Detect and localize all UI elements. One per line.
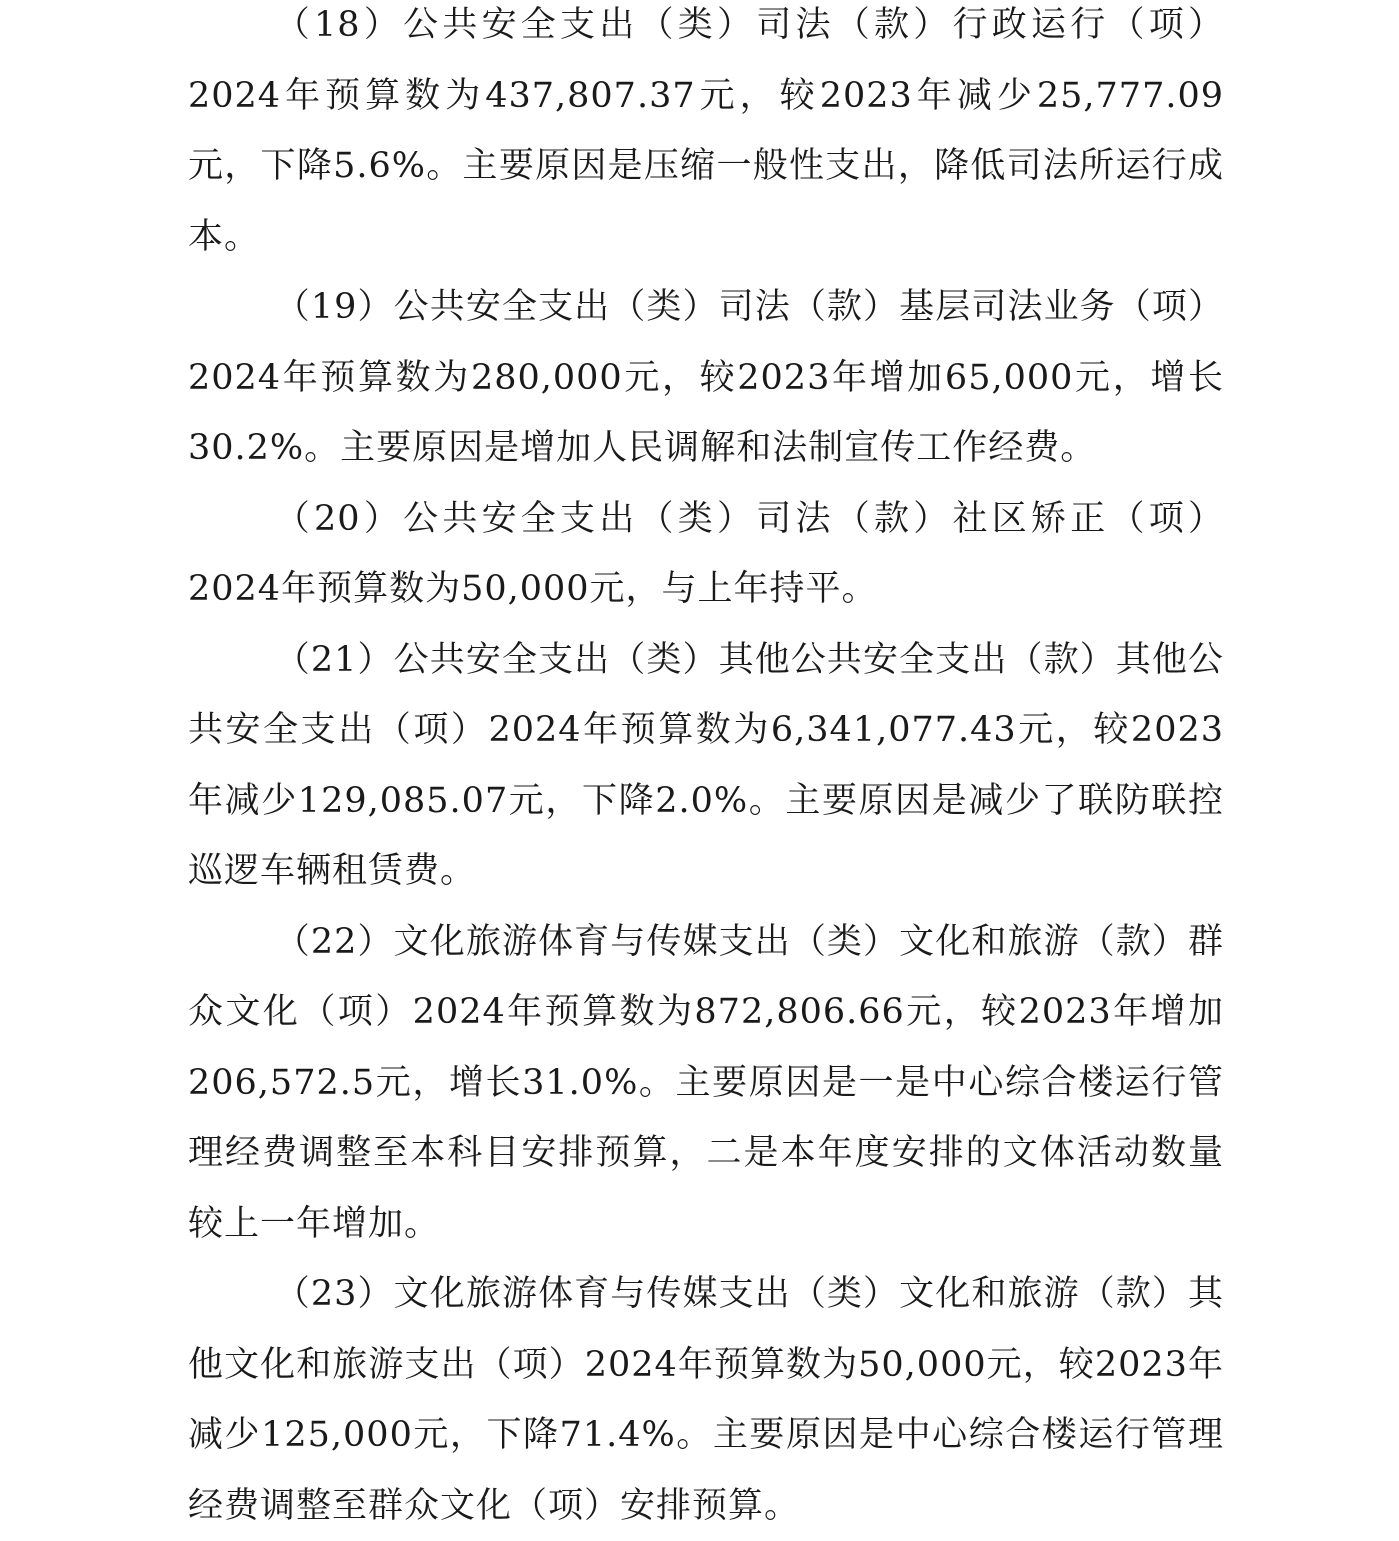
paragraph-18: （18）公共安全支出（类）司法（款）行政运行（项）2024年预算数为437,807.37元，较2023年减少25,777.09元，下降5.6%。主要原因是压缩一般性支出，降低司法所运行成本。 bbox=[188, 5, 1224, 257]
paragraph-23: （23）文化旅游体育与传媒支出（类）文化和旅游（款）其他文化和旅游支出（项）2024年预算数为50,000元，较2023年减少125,000元，下降71.4%。主要原因是中心综合楼运行管理经费调整至群众文化（项）安排预算。 bbox=[188, 1274, 1224, 1526]
paragraph-19: （19）公共安全支出（类）司法（款）基层司法业务（项）2024年预算数为280,000元，较2023年增加65,000元，增长30.2%。主要原因是增加人民调解和法制宣传工作经费。 bbox=[188, 287, 1224, 468]
document-body bbox=[188, 0, 1224, 1541]
paragraph-22: （22）文化旅游体育与传媒支出（类）文化和旅游（款）群众文化（项）2024年预算数为872,806.66元，较2023年增加206,572.5元，增长31.0%。主要原因是一是中心综合楼运行管理经费调整至本科目安排预算，二是本年度安排的文体活动数量较上一年增加。 bbox=[188, 921, 1224, 1244]
paragraph-21: （21）公共安全支出（类）其他公共安全支出（款）其他公共安全支出（项）2024年预算数为6,341,077.43元，较2023年减少129,085.07元，下降2.0%。主要原因是减少了联防联控巡逻车辆租赁费。 bbox=[188, 639, 1224, 891]
paragraph-20: （20）公共安全支出（类）司法（款）社区矫正（项）2024年预算数为50,000元，与上年持平。 bbox=[188, 498, 1224, 609]
